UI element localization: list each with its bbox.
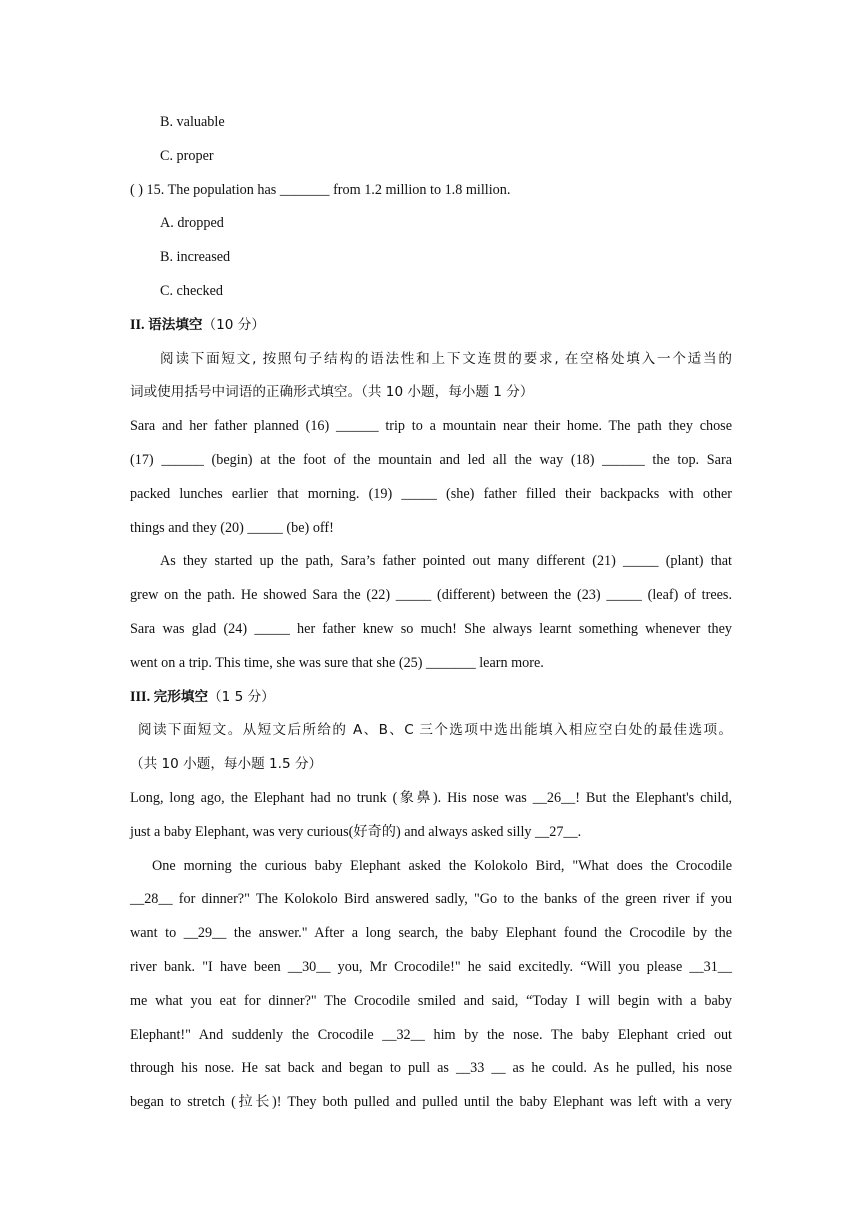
section-3-instruction-1: 阅读下面短文。从短文后所给的 A、B、C 三个选项中选出能填入相应空白处的最佳选项。: [138, 722, 732, 739]
passage-3-line-9: through his nose. He sat back and began to pull as __33 __ as he could. As he pulled, his nose: [130, 1060, 732, 1077]
passage-3-line-6: river bank. "I have been __30__ you, Mr Crocodile!" he said excitedly. “Will you please __31__: [130, 958, 732, 975]
question-15-stem: ( ) 15. The population has _______ from 1.2 million to 1.8 million.: [130, 181, 511, 198]
passage-3-line-4: __28__ for dinner?" The Kolokolo Bird answered sadly, "Go to the banks of the green river if you: [130, 891, 732, 908]
passage-3-line-10: began to stretch (拉长)! They both pulled and pulled until the baby Elephant was left with a very: [130, 1094, 732, 1111]
option-15a: A. dropped: [160, 215, 224, 232]
passage-2-line-2: (17) ______ (begin) at the foot of the mountain and led all the way (18) ______ the top. Sara: [130, 451, 732, 468]
option-14b: B. valuable: [160, 114, 225, 130]
passage-3-line-1: Long, long ago, the Elephant had no trunk (象鼻). His nose was __26__! But the Elephant's child,: [130, 789, 732, 806]
passage-2-line-5: As they started up the path, Sara’s father pointed out many different (21) _____ (plant) that: [160, 553, 732, 570]
section-3-title: 完形填空: [153, 688, 209, 705]
passage-2-line-4: things and they (20) _____ (be) off!: [130, 519, 334, 536]
document-page: [130, 108, 732, 1122]
passage-3-line-8: Elephant!" And suddenly the Crocodile __32__ him by the nose. The baby Elephant cried out: [130, 1026, 732, 1043]
section-3-number: III.: [130, 688, 151, 705]
passage-2-line-1: Sara and her father planned (16) ______ trip to a mountain near their home. The path they chose: [130, 418, 732, 435]
option-15c: C. checked: [160, 282, 224, 299]
section-2-score: （10 分）: [202, 316, 265, 333]
section-2-heading: [130, 311, 732, 345]
passage-2-line-8: went on a trip. This time, she was sure that she (25) _______ learn more.: [130, 654, 544, 671]
section-2-instruction-1: 阅读下面短文, 按照句子结构的语法性和上下文连贯的要求, 在空格处填入一个适当的: [160, 350, 732, 367]
passage-3-line-3: One morning the curious baby Elephant asked the Kolokolo Bird, "What does the Crocodile: [152, 857, 732, 874]
passage-3-line-5: want to __29__ the answer." After a long search, the baby Elephant found the Crocodile by the: [130, 925, 732, 942]
section-2-instruction-2: 词或使用括号中词语的正确形式填空。（共 10 小题，每小题 1 分）: [130, 384, 534, 401]
passage-2-line-3: packed lunches earlier that morning. (19) _____ (she) father filled their backpacks with other: [130, 485, 732, 502]
section-2-number: II.: [130, 316, 145, 333]
section-2-title: 语法填空: [148, 316, 203, 333]
passage-3-line-7: me what you eat for dinner?" The Crocodile smiled and said, “Today I will begin with a baby: [130, 992, 732, 1009]
passage-2-line-6: grew on the path. He showed Sara the (22) _____ (different) between the (23) _____ (leaf) of trees.: [130, 587, 732, 604]
section-3-instruction-2: （共 10 小题，每小题 1.5 分）: [130, 756, 323, 773]
passage-2-line-7: Sara was glad (24) _____ her father knew so much! She always learnt something whenever they: [130, 620, 732, 637]
option-14c: C. proper: [160, 147, 214, 164]
passage-3-line-2: just a baby Elephant, was very curious(好奇的) and always asked silly __27__.: [130, 823, 582, 840]
section-3-heading: [130, 683, 732, 717]
option-15b: B. increased: [160, 249, 231, 266]
section-3-score: （1 5 分）: [208, 688, 275, 705]
